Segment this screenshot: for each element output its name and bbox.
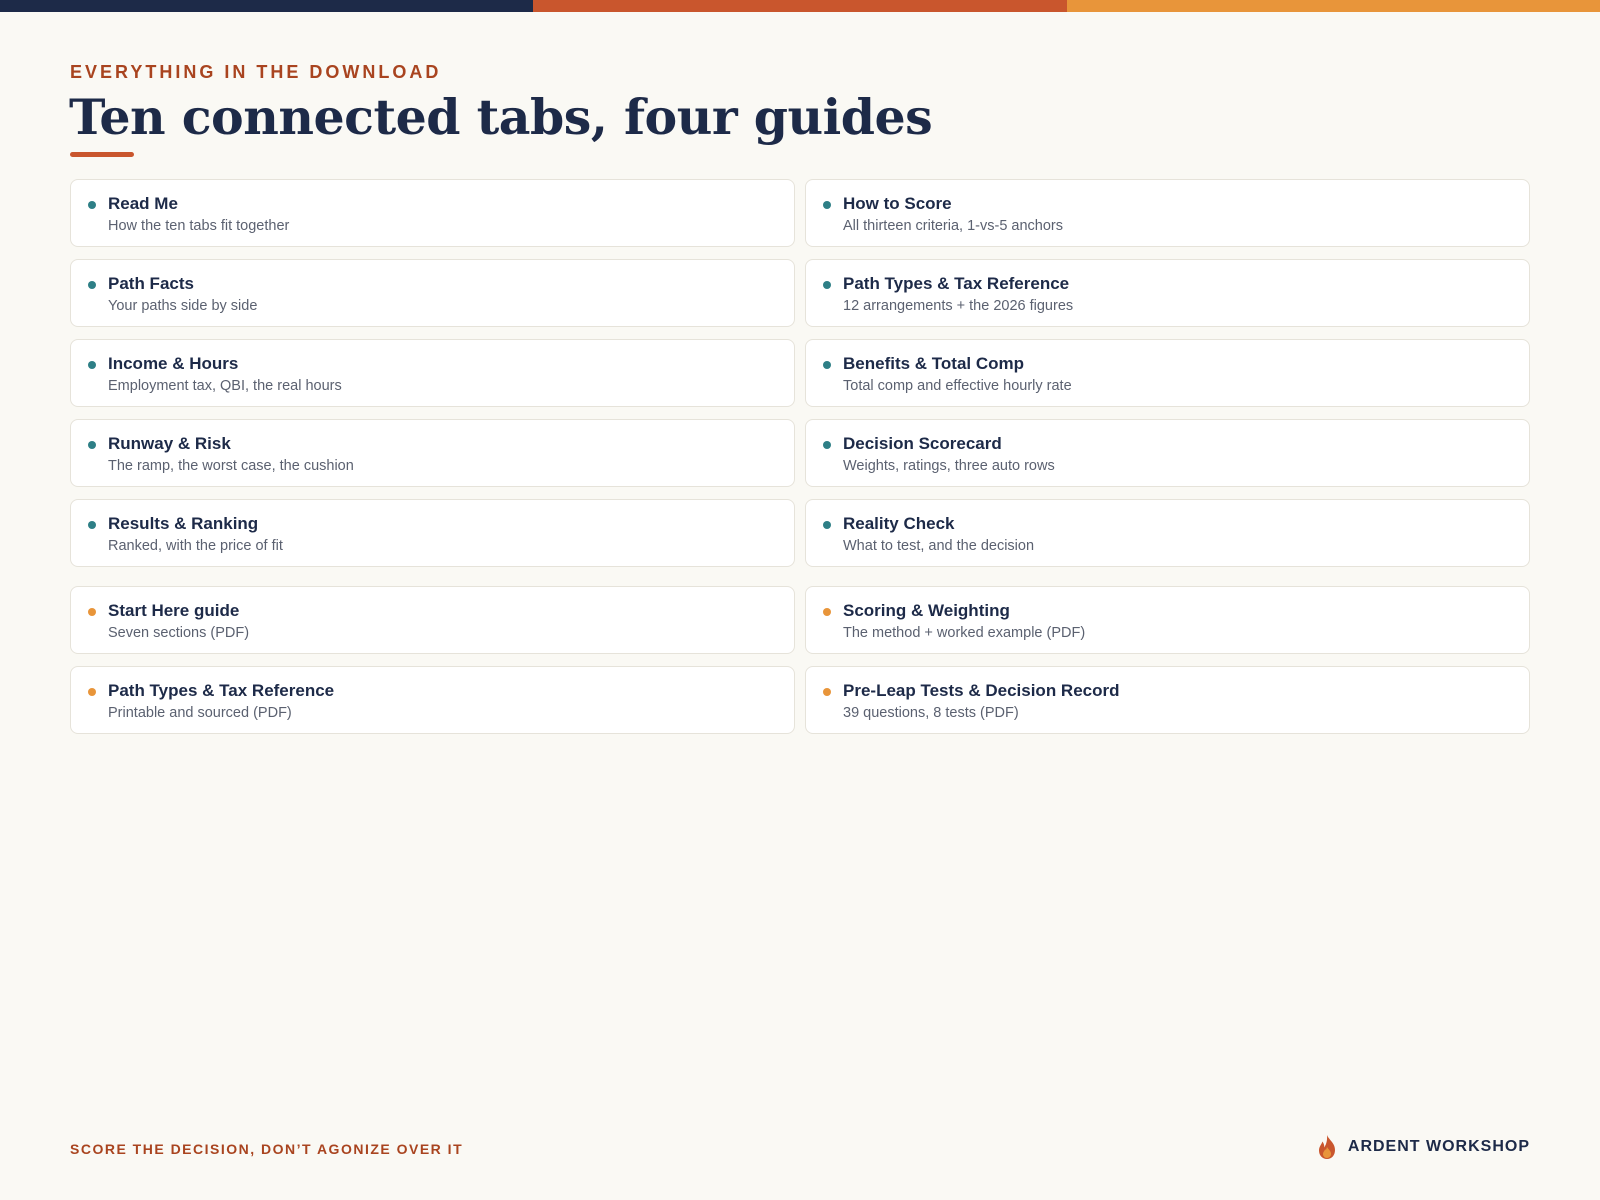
flame-icon <box>1316 1134 1338 1160</box>
top-color-bar <box>0 0 1600 12</box>
tab-card-results-and-ranking <box>70 499 795 567</box>
card-description: Employment tax, QBI, the real hours <box>108 378 342 394</box>
tab-card-runway-and-risk <box>70 419 795 487</box>
bullet-dot-icon <box>88 361 96 369</box>
guide-card-start-here-guide <box>70 586 795 654</box>
card-description: All thirteen criteria, 1-vs-5 anchors <box>843 218 1063 234</box>
card-title: Benefits & Total Comp <box>843 354 1025 373</box>
card-title: How to Score <box>843 194 952 213</box>
card-title: Results & Ranking <box>108 514 259 533</box>
card-description: 12 arrangements + the 2026 figures <box>843 298 1074 314</box>
bullet-dot-icon <box>88 441 96 449</box>
guide-card-scoring-and-weighting <box>805 586 1530 654</box>
tab-card-path-types-and-tax-reference <box>805 259 1530 327</box>
card-description: What to test, and the decision <box>843 538 1035 554</box>
card-title: Start Here guide <box>108 601 240 620</box>
guide-card-pre-leap-tests-and-decision-record <box>805 666 1530 734</box>
tab-card-benefits-and-total-comp <box>805 339 1530 407</box>
bullet-dot-icon <box>823 281 831 289</box>
card-title: Reality Check <box>843 514 955 533</box>
card-title: Income & Hours <box>108 354 239 373</box>
card-title: Path Types & Tax Reference <box>843 274 1070 293</box>
card-description: Printable and sourced (PDF) <box>108 705 292 721</box>
tab-card-how-to-score <box>805 179 1530 247</box>
card-description: Total comp and effective hourly rate <box>843 378 1072 394</box>
tab-card-decision-scorecard <box>805 419 1530 487</box>
page-title: Ten connected tabs, four guides <box>69 88 933 146</box>
bullet-dot-icon <box>88 608 96 616</box>
title-underline <box>70 152 134 157</box>
card-description: Your paths side by side <box>108 298 258 314</box>
bullet-dot-icon <box>88 281 96 289</box>
bullet-dot-icon <box>823 608 831 616</box>
guide-card-path-types-and-tax-reference <box>70 666 795 734</box>
bullet-dot-icon <box>88 688 96 696</box>
card-title: Decision Scorecard <box>843 434 1002 453</box>
tab-card-read-me <box>70 179 795 247</box>
top-bar-orange-segment <box>1067 0 1600 12</box>
card-description: How the ten tabs fit together <box>108 218 290 234</box>
card-title: Read Me <box>108 194 178 213</box>
card-description: Seven sections (PDF) <box>108 625 250 641</box>
card-description: 39 questions, 8 tests (PDF) <box>843 705 1019 721</box>
brand-name: ARDENT WORKSHOP <box>1347 1138 1530 1155</box>
card-title: Pre-Leap Tests & Decision Record <box>843 681 1120 700</box>
bullet-dot-icon <box>823 688 831 696</box>
bullet-dot-icon <box>88 201 96 209</box>
tab-card-income-and-hours <box>70 339 795 407</box>
card-title: Path Facts <box>108 274 194 293</box>
card-description: Ranked, with the price of fit <box>108 538 283 554</box>
bullet-dot-icon <box>823 361 831 369</box>
eyebrow-label: EVERYTHING IN THE DOWNLOAD <box>70 62 442 82</box>
brand-lockup <box>1316 1134 1530 1160</box>
card-description: The method + worked example (PDF) <box>843 625 1086 641</box>
footer-tagline: SCORE THE DECISION, DON’T AGONIZE OVER IT <box>70 1141 464 1157</box>
bullet-dot-icon <box>823 441 831 449</box>
card-description: The ramp, the worst case, the cushion <box>108 458 354 474</box>
card-description: Weights, ratings, three auto rows <box>843 458 1055 474</box>
tab-card-reality-check <box>805 499 1530 567</box>
top-bar-navy-segment <box>0 0 533 12</box>
tab-card-path-facts <box>70 259 795 327</box>
bullet-dot-icon <box>823 521 831 529</box>
card-title: Scoring & Weighting <box>843 601 1010 620</box>
card-title: Path Types & Tax Reference <box>108 681 335 700</box>
bullet-dot-icon <box>823 201 831 209</box>
contents-grid <box>70 179 1530 746</box>
card-title: Runway & Risk <box>108 434 231 453</box>
top-bar-rust-segment <box>533 0 1066 12</box>
bullet-dot-icon <box>88 521 96 529</box>
